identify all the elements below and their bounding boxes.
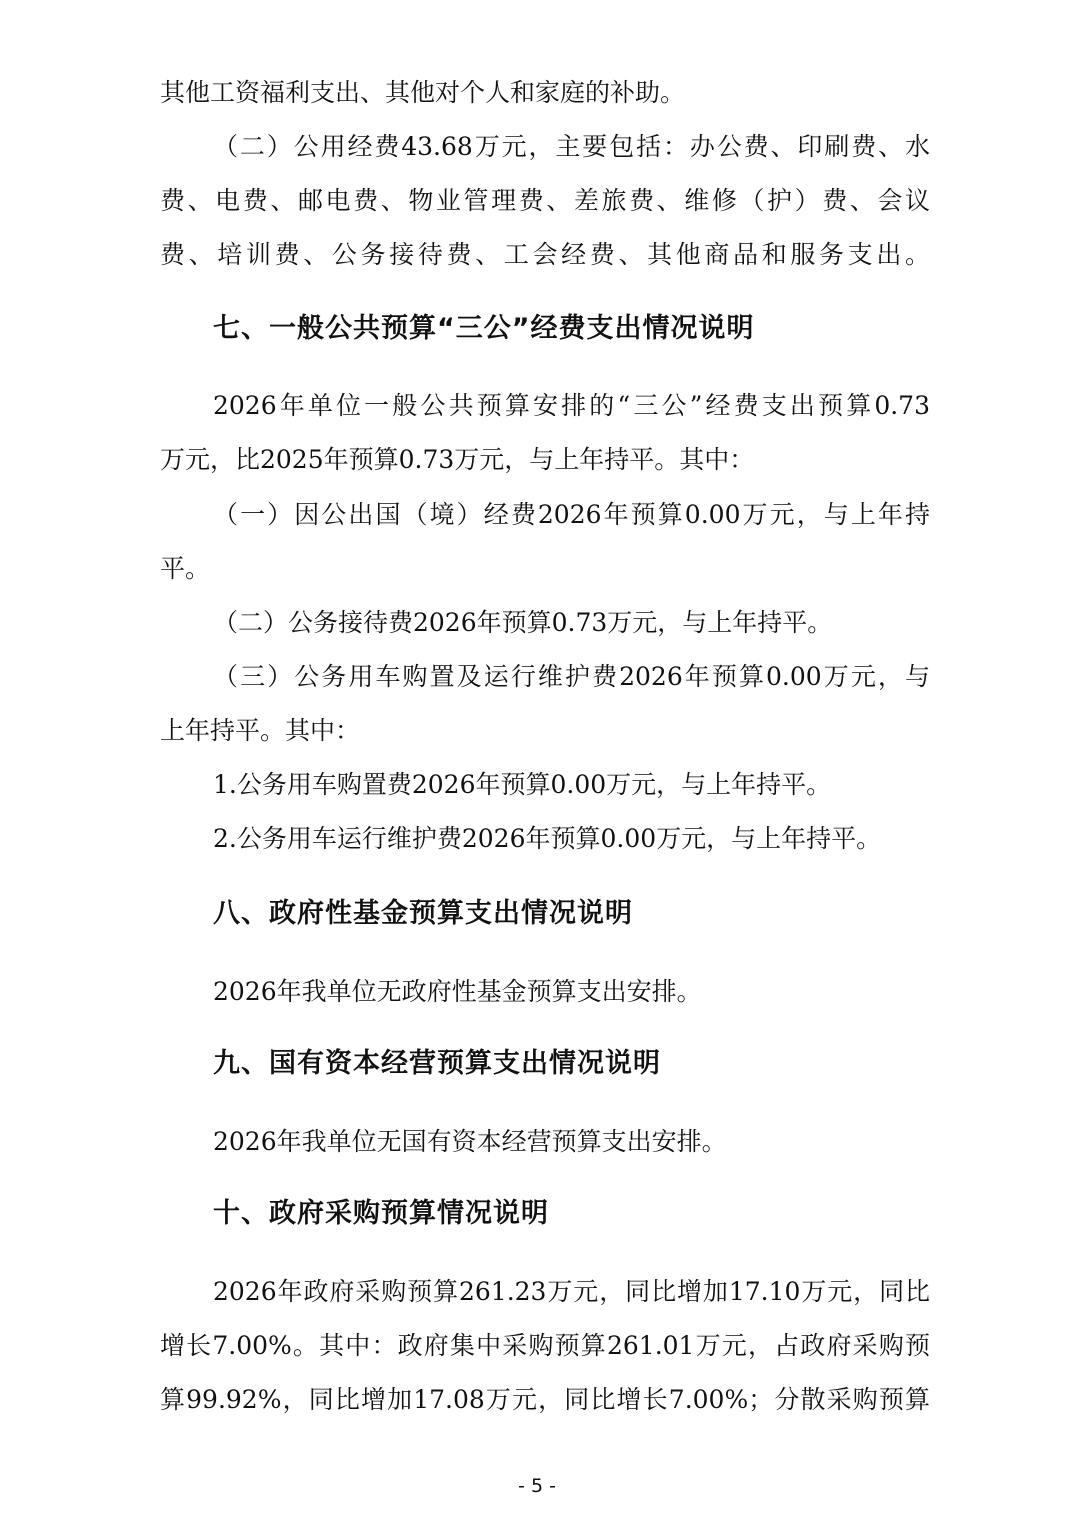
page-number: - 5 - — [518, 1475, 556, 1497]
paragraph-line: 2026年我单位无政府性基金预算支出安排。 — [213, 977, 702, 1006]
paragraph-line: 2026年单位一般公共预算安排的“三公”经费支出预算0.73 — [213, 391, 930, 420]
section-heading: 七、一般公共预算“三公”经费支出情况说明 — [213, 313, 755, 344]
paragraph-line: 费、培训费、公务接待费、工会经费、其他商品和服务支出。 — [160, 240, 930, 269]
paragraph-line: （二）公务接待费2026年预算0.73万元，与上年持平。 — [213, 608, 833, 637]
paragraph-line: 平。 — [160, 554, 211, 583]
paragraph-line: 费、电费、邮电费、物业管理费、差旅费、维修（护）费、会议 — [160, 186, 930, 215]
paragraph-line: 2026年我单位无国有资本经营预算支出安排。 — [213, 1127, 727, 1156]
list-item: 1.公务用车购置费2026年预算0.00万元，与上年持平。 — [213, 770, 832, 799]
paragraph-line: 算99.92%，同比增加17.08万元，同比增长7.00%；分散采购预算 — [160, 1385, 930, 1414]
paragraph-line: 2026年政府采购预算261.23万元，同比增加17.10万元，同比 — [213, 1277, 930, 1306]
paragraph-line: （一）因公出国（境）经费2026年预算0.00万元，与上年持 — [213, 500, 930, 529]
section-heading: 十、政府采购预算情况说明 — [213, 1198, 549, 1229]
list-item: 2.公务用车运行维护费2026年预算0.00万元，与上年持平。 — [213, 824, 882, 853]
paragraph-line: （二）公用经费43.68万元，主要包括：办公费、印刷费、水 — [213, 132, 930, 161]
paragraph-line: 其他工资福利支出、其他对个人和家庭的补助。 — [160, 78, 686, 107]
paragraph-line: （三）公务用车购置及运行维护费2026年预算0.00万元，与 — [213, 662, 930, 691]
paragraph-line: 万元，比2025年预算0.73万元，与上年持平。其中： — [160, 445, 755, 474]
section-heading: 八、政府性基金预算支出情况说明 — [213, 898, 633, 929]
section-heading: 九、国有资本经营预算支出情况说明 — [213, 1048, 661, 1079]
paragraph-line: 增长7.00%。其中：政府集中采购预算261.01万元，占政府采购预 — [160, 1331, 930, 1360]
paragraph-line: 上年持平。其中： — [160, 716, 361, 745]
